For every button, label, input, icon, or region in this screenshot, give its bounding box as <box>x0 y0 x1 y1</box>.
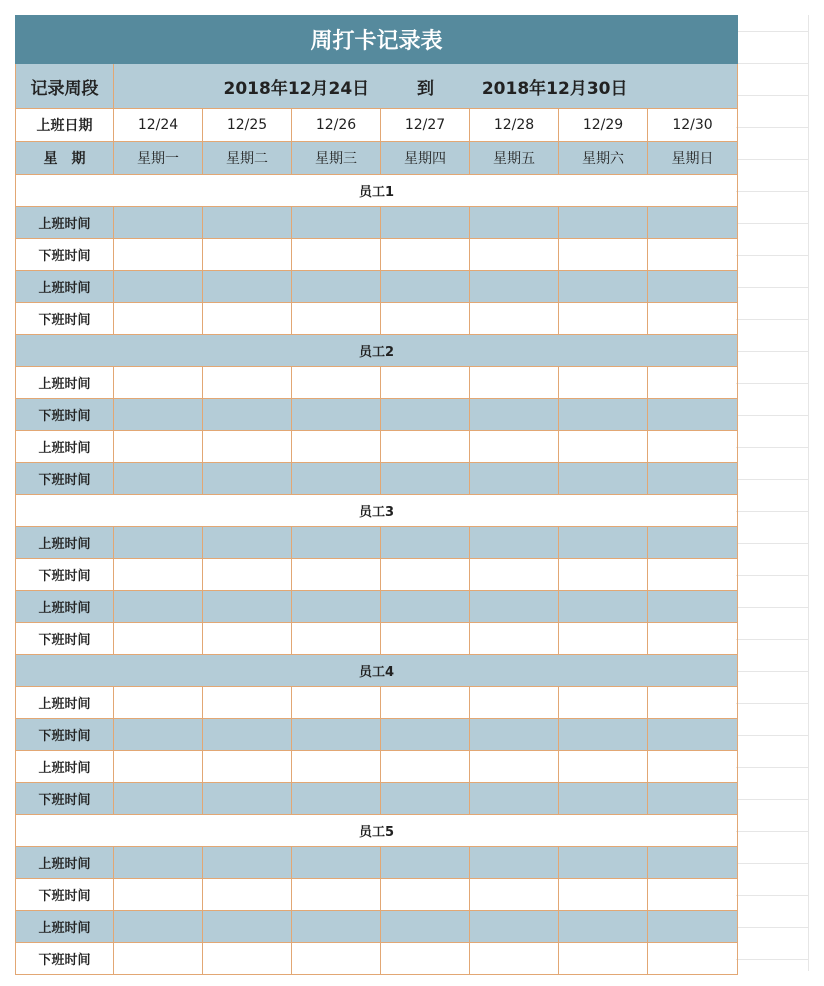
time-entry-cell[interactable] <box>559 431 648 463</box>
time-entry-cell[interactable] <box>203 719 292 751</box>
time-entry-cell[interactable] <box>203 623 292 655</box>
time-entry-cell[interactable] <box>114 207 203 239</box>
time-entry-cell[interactable] <box>648 399 738 431</box>
time-entry-cell[interactable] <box>203 847 292 879</box>
time-entry-cell[interactable] <box>559 943 648 975</box>
time-row <box>16 751 738 783</box>
spreadsheet-grid <box>736 15 809 971</box>
time-entry-cell[interactable] <box>559 527 648 559</box>
period-to: 到 <box>417 78 434 99</box>
time-entry-cell[interactable] <box>381 751 470 783</box>
employee-header-row <box>16 815 738 847</box>
time-entry-cell[interactable] <box>648 431 738 463</box>
time-entry-cell[interactable] <box>559 591 648 623</box>
time-entry-cell[interactable] <box>203 399 292 431</box>
date-cell[interactable]: 12/27 <box>381 109 470 142</box>
time-entry-cell[interactable] <box>203 783 292 815</box>
time-row <box>16 623 738 655</box>
weekday-cell[interactable]: 星期日 <box>648 142 738 175</box>
time-entry-cell[interactable] <box>203 591 292 623</box>
time-entry-cell[interactable] <box>292 751 381 783</box>
time-entry-cell[interactable] <box>292 943 381 975</box>
time-entry-cell[interactable] <box>470 207 559 239</box>
date-cell[interactable]: 12/26 <box>292 109 381 142</box>
time-entry-cell[interactable] <box>470 399 559 431</box>
time-entry-cell[interactable] <box>470 239 559 271</box>
time-entry-cell[interactable] <box>203 559 292 591</box>
time-entry-cell[interactable] <box>648 559 738 591</box>
time-entry-cell[interactable] <box>292 559 381 591</box>
time-entry-cell[interactable] <box>292 399 381 431</box>
time-entry-cell[interactable] <box>203 527 292 559</box>
time-entry-cell[interactable] <box>648 687 738 719</box>
time-entry-cell[interactable] <box>648 207 738 239</box>
time-entry-cell[interactable] <box>292 687 381 719</box>
time-row-label[interactable]: 下班时间 <box>16 783 114 815</box>
time-entry-cell[interactable] <box>470 591 559 623</box>
time-row-label[interactable]: 上班时间 <box>16 911 114 943</box>
time-row-label[interactable]: 下班时间 <box>16 239 114 271</box>
time-entry-cell[interactable] <box>470 623 559 655</box>
time-entry-cell[interactable] <box>203 239 292 271</box>
time-row <box>16 879 738 911</box>
time-entry-cell[interactable] <box>203 207 292 239</box>
time-entry-cell[interactable] <box>559 559 648 591</box>
time-entry-cell[interactable] <box>559 687 648 719</box>
time-row-label[interactable]: 下班时间 <box>16 303 114 335</box>
time-entry-cell[interactable] <box>559 239 648 271</box>
time-entry-cell[interactable] <box>470 751 559 783</box>
time-row <box>16 527 738 559</box>
time-entry-cell[interactable] <box>648 303 738 335</box>
date-cell[interactable]: 12/29 <box>559 109 648 142</box>
time-entry-cell[interactable] <box>381 943 470 975</box>
time-entry-cell[interactable] <box>203 943 292 975</box>
time-row <box>16 911 738 943</box>
time-entry-cell[interactable] <box>203 879 292 911</box>
time-entry-cell[interactable] <box>559 367 648 399</box>
dates-label[interactable]: 上班日期 <box>16 109 114 142</box>
time-row-label[interactable]: 上班时间 <box>16 751 114 783</box>
time-entry-cell[interactable] <box>381 719 470 751</box>
time-row-label[interactable]: 下班时间 <box>16 399 114 431</box>
time-entry-cell[interactable] <box>648 751 738 783</box>
time-entry-cell[interactable] <box>648 623 738 655</box>
time-entry-cell[interactable] <box>114 271 203 303</box>
date-cell[interactable]: 12/25 <box>203 109 292 142</box>
time-row <box>16 463 738 495</box>
attendance-table <box>15 15 738 975</box>
time-entry-cell[interactable] <box>381 687 470 719</box>
time-entry-cell[interactable] <box>292 879 381 911</box>
time-entry-cell[interactable] <box>381 303 470 335</box>
weekday-cell[interactable]: 星期一 <box>114 142 203 175</box>
time-entry-cell[interactable] <box>559 783 648 815</box>
time-row-label[interactable]: 下班时间 <box>16 623 114 655</box>
time-entry-cell[interactable] <box>559 303 648 335</box>
time-row <box>16 303 738 335</box>
time-entry-cell[interactable] <box>648 591 738 623</box>
time-entry-cell[interactable] <box>114 367 203 399</box>
time-entry-cell[interactable] <box>381 879 470 911</box>
time-entry-cell[interactable] <box>292 783 381 815</box>
time-entry-cell[interactable] <box>559 847 648 879</box>
employee-name[interactable]: 员工5 <box>16 815 738 847</box>
time-entry-cell[interactable] <box>114 399 203 431</box>
time-entry-cell[interactable] <box>203 431 292 463</box>
date-cell[interactable]: 12/24 <box>114 109 203 142</box>
time-entry-cell[interactable] <box>648 367 738 399</box>
time-entry-cell[interactable] <box>292 431 381 463</box>
time-entry-cell[interactable] <box>292 847 381 879</box>
time-entry-cell[interactable] <box>470 879 559 911</box>
time-entry-cell[interactable] <box>381 271 470 303</box>
sheet-title[interactable]: 周打卡记录表 <box>16 16 738 64</box>
time-entry-cell[interactable] <box>559 911 648 943</box>
time-entry-cell[interactable] <box>114 239 203 271</box>
time-entry-cell[interactable] <box>559 879 648 911</box>
time-entry-cell[interactable] <box>292 911 381 943</box>
time-entry-cell[interactable] <box>648 847 738 879</box>
time-row <box>16 207 738 239</box>
time-row <box>16 239 738 271</box>
time-row <box>16 687 738 719</box>
time-entry-cell[interactable] <box>114 687 203 719</box>
time-entry-cell[interactable] <box>292 303 381 335</box>
time-entry-cell[interactable] <box>292 719 381 751</box>
time-entry-cell[interactable] <box>203 751 292 783</box>
time-entry-cell[interactable] <box>470 911 559 943</box>
time-entry-cell[interactable] <box>292 463 381 495</box>
time-entry-cell[interactable] <box>470 527 559 559</box>
time-entry-cell[interactable] <box>648 943 738 975</box>
time-entry-cell[interactable] <box>559 271 648 303</box>
time-entry-cell[interactable] <box>470 367 559 399</box>
time-row-label[interactable]: 下班时间 <box>16 463 114 495</box>
time-entry-cell[interactable] <box>114 527 203 559</box>
time-entry-cell[interactable] <box>292 591 381 623</box>
time-entry-cell[interactable] <box>292 239 381 271</box>
time-entry-cell[interactable] <box>470 431 559 463</box>
time-entry-cell[interactable] <box>559 463 648 495</box>
time-entry-cell[interactable] <box>470 303 559 335</box>
weekdays-row <box>16 142 738 175</box>
time-entry-cell[interactable] <box>203 367 292 399</box>
weekday-cell[interactable]: 星期四 <box>381 142 470 175</box>
time-entry-cell[interactable] <box>114 847 203 879</box>
weekdays-label[interactable]: 星 期 <box>16 142 114 175</box>
employee-header-row <box>16 335 738 367</box>
time-entry-cell[interactable] <box>114 431 203 463</box>
time-entry-cell[interactable] <box>559 751 648 783</box>
time-entry-cell[interactable] <box>381 559 470 591</box>
time-entry-cell[interactable] <box>114 943 203 975</box>
time-entry-cell[interactable] <box>203 303 292 335</box>
time-entry-cell[interactable] <box>648 879 738 911</box>
time-row-label[interactable]: 下班时间 <box>16 719 114 751</box>
time-entry-cell[interactable] <box>114 303 203 335</box>
time-row <box>16 399 738 431</box>
time-entry-cell[interactable] <box>648 719 738 751</box>
time-entry-cell[interactable] <box>381 239 470 271</box>
time-entry-cell[interactable] <box>381 463 470 495</box>
time-entry-cell[interactable] <box>292 623 381 655</box>
time-row-label[interactable]: 上班时间 <box>16 527 114 559</box>
time-entry-cell[interactable] <box>470 783 559 815</box>
time-entry-cell[interactable] <box>381 623 470 655</box>
period-label[interactable]: 记录周段 <box>16 64 114 109</box>
time-row <box>16 559 738 591</box>
employee-name[interactable]: 员工2 <box>16 335 738 367</box>
time-entry-cell[interactable] <box>381 367 470 399</box>
employee-header-row <box>16 495 738 527</box>
time-entry-cell[interactable] <box>292 527 381 559</box>
employee-name[interactable]: 员工3 <box>16 495 738 527</box>
time-entry-cell[interactable] <box>470 719 559 751</box>
time-entry-cell[interactable] <box>470 463 559 495</box>
time-entry-cell[interactable] <box>648 463 738 495</box>
time-row-label[interactable]: 上班时间 <box>16 367 114 399</box>
time-row <box>16 943 738 975</box>
time-entry-cell[interactable] <box>470 943 559 975</box>
time-entry-cell[interactable] <box>381 847 470 879</box>
time-entry-cell[interactable] <box>114 559 203 591</box>
dates-row <box>16 109 738 142</box>
time-entry-cell[interactable] <box>114 911 203 943</box>
weekday-cell[interactable]: 星期五 <box>470 142 559 175</box>
time-row <box>16 847 738 879</box>
time-entry-cell[interactable] <box>559 399 648 431</box>
time-entry-cell[interactable] <box>381 783 470 815</box>
time-entry-cell[interactable] <box>648 527 738 559</box>
time-row <box>16 431 738 463</box>
weekday-cell[interactable]: 星期三 <box>292 142 381 175</box>
time-entry-cell[interactable] <box>381 399 470 431</box>
time-entry-cell[interactable] <box>470 847 559 879</box>
period-end: 2018年12月30日 <box>481 78 628 99</box>
time-entry-cell[interactable] <box>203 687 292 719</box>
time-row-label[interactable]: 上班时间 <box>16 847 114 879</box>
time-row-label[interactable]: 上班时间 <box>16 271 114 303</box>
time-row-label[interactable]: 下班时间 <box>16 943 114 975</box>
time-entry-cell[interactable] <box>381 591 470 623</box>
time-entry-cell[interactable] <box>381 207 470 239</box>
time-entry-cell[interactable] <box>114 783 203 815</box>
employee-header-row <box>16 175 738 207</box>
time-row-label[interactable]: 上班时间 <box>16 207 114 239</box>
time-entry-cell[interactable] <box>292 271 381 303</box>
time-row-label[interactable]: 下班时间 <box>16 879 114 911</box>
time-entry-cell[interactable] <box>648 271 738 303</box>
time-row <box>16 367 738 399</box>
time-entry-cell[interactable] <box>559 623 648 655</box>
time-entry-cell[interactable] <box>292 207 381 239</box>
date-cell[interactable]: 12/30 <box>648 109 738 142</box>
time-entry-cell[interactable] <box>648 239 738 271</box>
time-row <box>16 719 738 751</box>
time-entry-cell[interactable] <box>470 271 559 303</box>
time-entry-cell[interactable] <box>381 431 470 463</box>
time-entry-cell[interactable] <box>114 751 203 783</box>
period-range[interactable] <box>114 64 738 109</box>
time-entry-cell[interactable] <box>559 719 648 751</box>
date-cell[interactable]: 12/28 <box>470 109 559 142</box>
time-entry-cell[interactable] <box>114 591 203 623</box>
time-entry-cell[interactable] <box>648 911 738 943</box>
time-entry-cell[interactable] <box>203 911 292 943</box>
time-entry-cell[interactable] <box>559 207 648 239</box>
time-entry-cell[interactable] <box>114 463 203 495</box>
employee-name[interactable]: 员工4 <box>16 655 738 687</box>
time-row-label[interactable]: 上班时间 <box>16 687 114 719</box>
time-entry-cell[interactable] <box>292 367 381 399</box>
time-entry-cell[interactable] <box>114 879 203 911</box>
time-entry-cell[interactable] <box>381 911 470 943</box>
employee-header-row <box>16 655 738 687</box>
weekday-cell[interactable]: 星期二 <box>203 142 292 175</box>
time-row-label[interactable]: 上班时间 <box>16 591 114 623</box>
employee-name[interactable]: 员工1 <box>16 175 738 207</box>
time-row <box>16 591 738 623</box>
time-entry-cell[interactable] <box>114 623 203 655</box>
time-row <box>16 271 738 303</box>
time-entry-cell[interactable] <box>203 463 292 495</box>
time-row-label[interactable]: 上班时间 <box>16 431 114 463</box>
time-entry-cell[interactable] <box>114 719 203 751</box>
time-entry-cell[interactable] <box>470 687 559 719</box>
time-entry-cell[interactable] <box>203 271 292 303</box>
time-entry-cell[interactable] <box>470 559 559 591</box>
time-row <box>16 783 738 815</box>
time-row-label[interactable]: 下班时间 <box>16 559 114 591</box>
time-entry-cell[interactable] <box>648 783 738 815</box>
period-start: 2018年12月24日 <box>223 78 370 99</box>
weekday-cell[interactable]: 星期六 <box>559 142 648 175</box>
time-entry-cell[interactable] <box>381 527 470 559</box>
